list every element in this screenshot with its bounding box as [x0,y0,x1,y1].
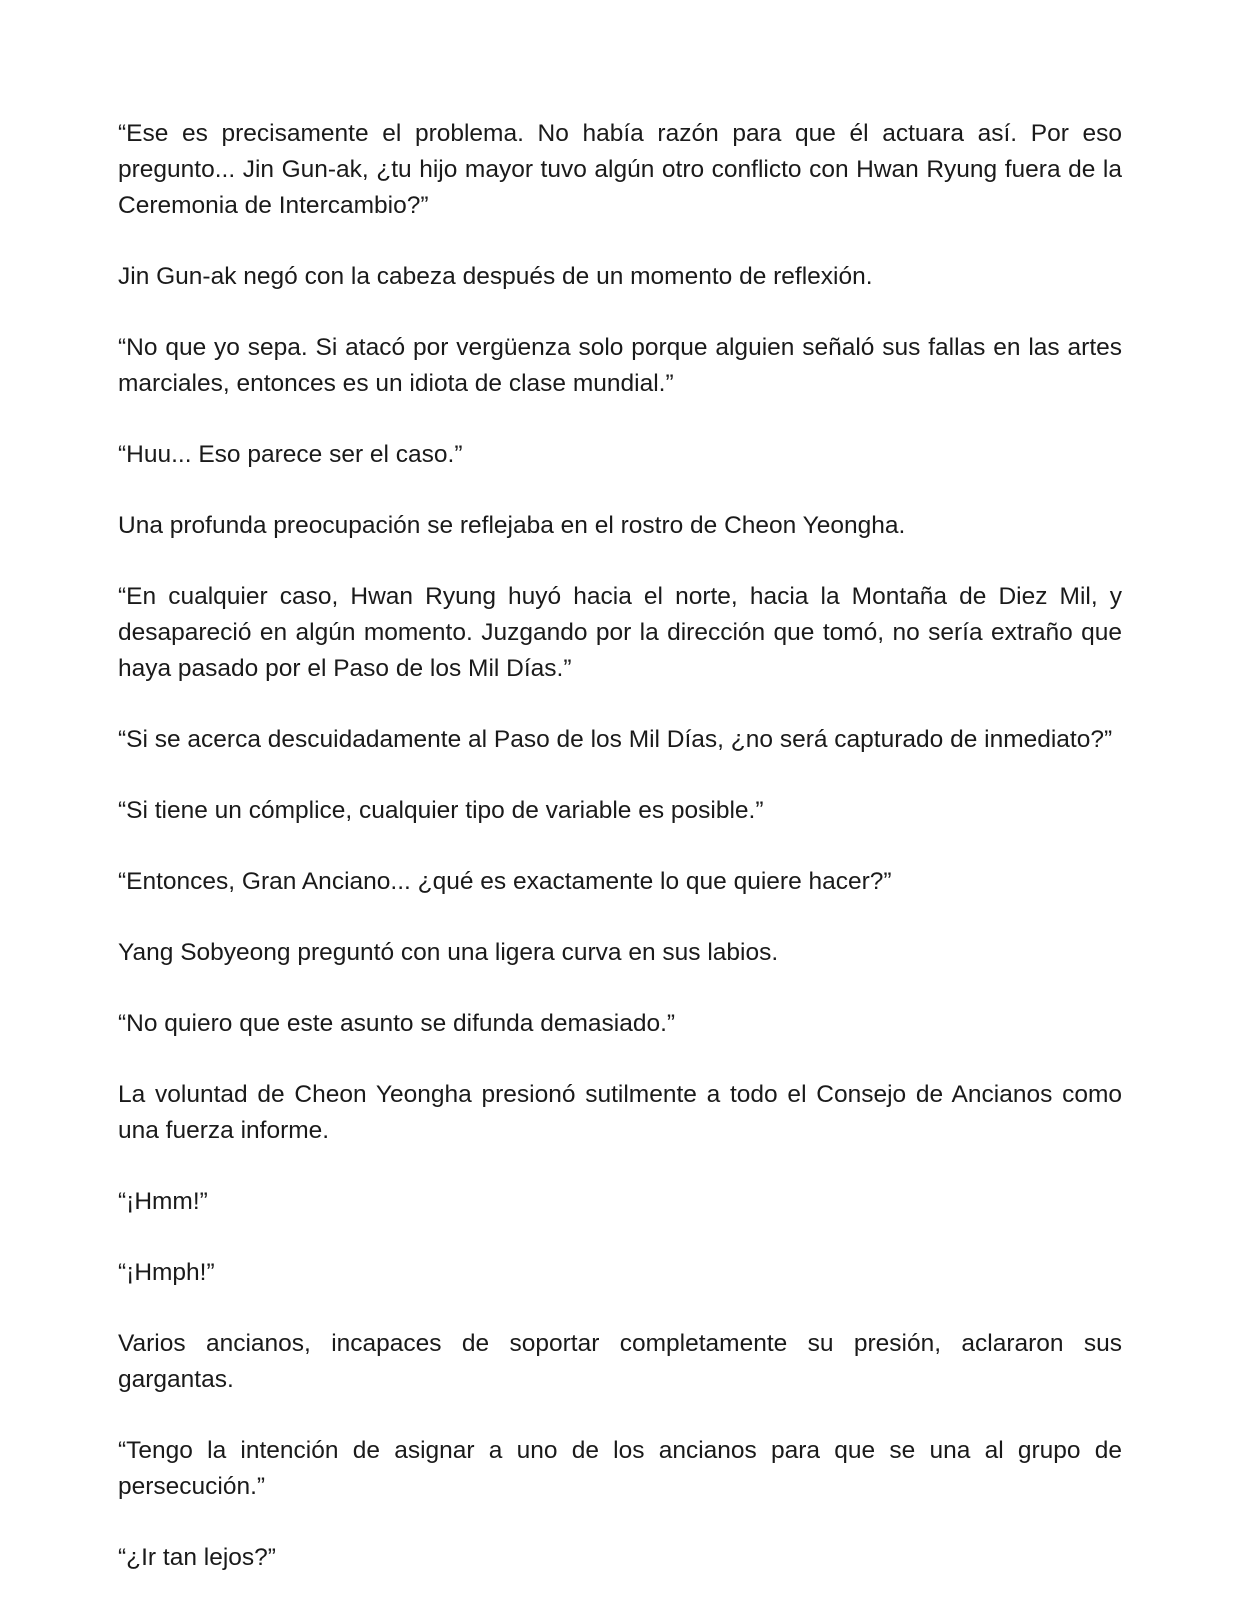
paragraph: “Si se acerca descuidadamente al Paso de los Mil Días, ¿no será capturado de inmediato?” [118,726,1113,753]
paragraph: Jin Gun-ak negó con la cabeza después de un momento de reflexión. [118,263,873,290]
paragraph: Yang Sobyeong preguntó con una ligera curva en sus labios. [118,939,779,966]
paragraph: “En cualquier caso, Hwan Ryung huyó hacia el norte, hacia la Montaña de Diez Mil, y desapareció en algún momento. Juzgando por la dirección que tomó, no sería extraño que haya pasado por el Paso de los Mil Días.” [118,583,1122,682]
paragraph: “¡Hmph!” [118,1259,215,1286]
paragraph: “No que yo sepa. Si atacó por vergüenza solo porque alguien señaló sus fallas en las artes marciales, entonces es un idiota de clase mundial.” [118,334,1122,397]
paragraph: “Tengo la intención de asignar a uno de los ancianos para que se una al grupo de persecución.” [118,1437,1122,1500]
paragraph: “No quiero que este asunto se difunda demasiado.” [118,1010,676,1037]
paragraph: “Entonces, Gran Anciano... ¿qué es exactamente lo que quiere hacer?” [118,868,892,895]
paragraph: “Ese es precisamente el problema. No había razón para que él actuara así. Por eso pregunto... Jin Gun-ak, ¿tu hijo mayor tuvo algún otro conflicto con Hwan Ryung fuera de la Ceremonia de Intercambio?” [118,120,1122,219]
paragraph: “Si tiene un cómplice, cualquier tipo de variable es posible.” [118,797,764,824]
paragraph: Una profunda preocupación se reflejaba en el rostro de Cheon Yeongha. [118,512,906,539]
paragraph: “¿Ir tan lejos?” [118,1544,276,1571]
paragraph: “Huu... Eso parece ser el caso.” [118,441,463,468]
document-page [118,116,1122,1611]
paragraph: Varios ancianos, incapaces de soportar completamente su presión, aclararon sus gargantas. [118,1330,1122,1393]
paragraph: La voluntad de Cheon Yeongha presionó sutilmente a todo el Consejo de Ancianos como una fuerza informe. [118,1081,1122,1144]
paragraph: “¡Hmm!” [118,1188,208,1215]
